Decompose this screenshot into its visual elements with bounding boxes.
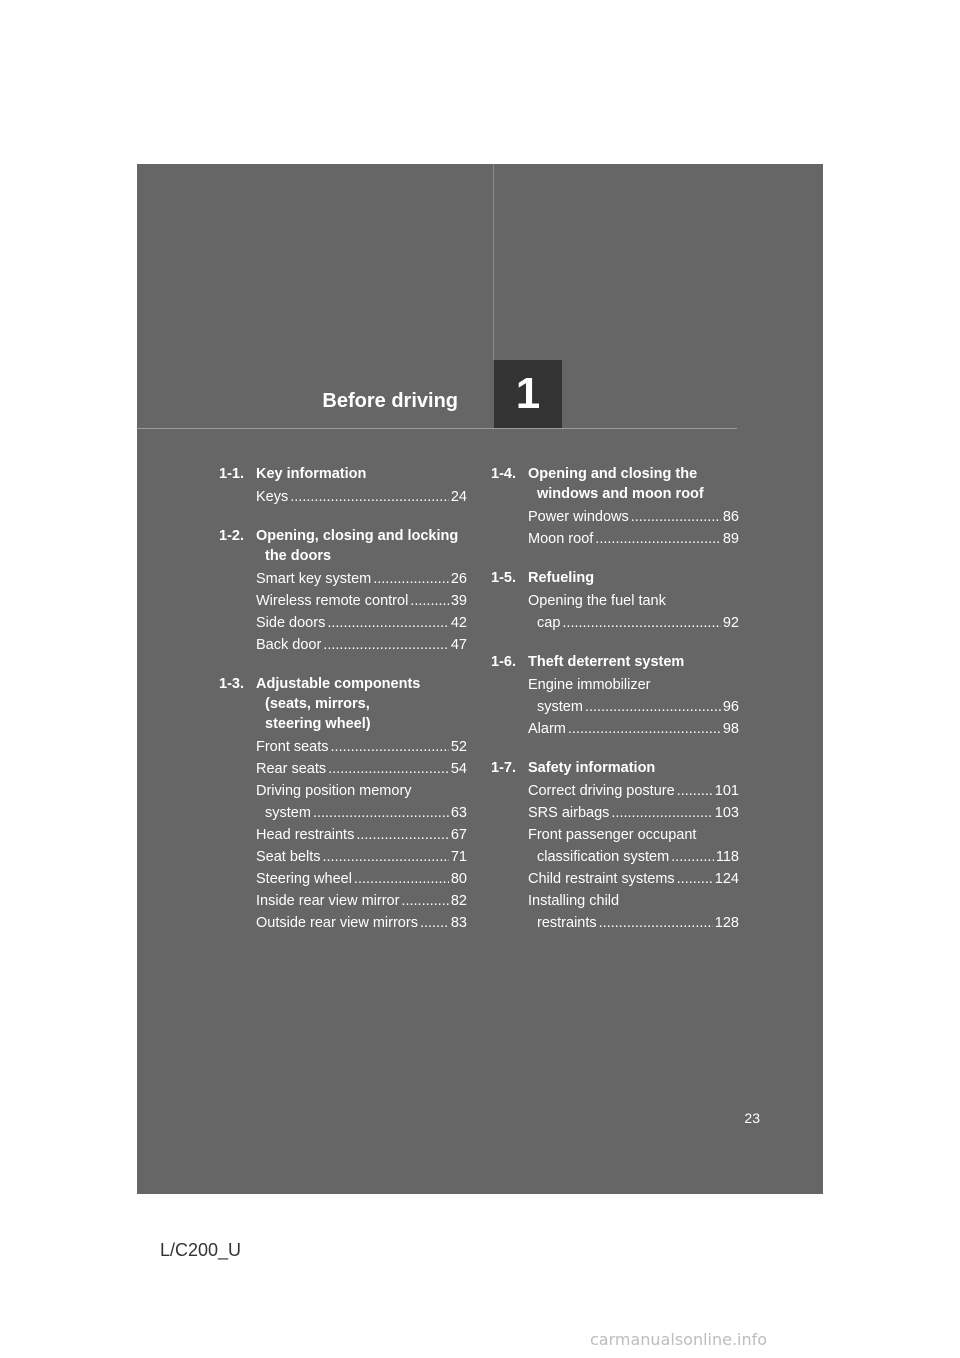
entry-title: Driving position memory: [256, 783, 412, 799]
entry-line: [528, 780, 739, 802]
toc-section: [491, 652, 739, 740]
section-heading: [219, 526, 467, 566]
section-entries: [256, 486, 467, 508]
section-title-line: Safety information: [528, 760, 656, 776]
entry-line: [256, 890, 467, 912]
entry-title: Opening the fuel tank: [528, 593, 666, 609]
entry-line: [256, 568, 467, 590]
section-number: 1-7.: [491, 760, 516, 776]
section-entries: [256, 568, 467, 656]
toc-section: [491, 464, 739, 550]
entry-line: [528, 590, 739, 612]
dot-leader: [313, 802, 449, 824]
entry-title: Seat belts: [256, 849, 321, 865]
entry-page-number: 103: [714, 805, 739, 821]
dot-leader: [356, 824, 449, 846]
dot-leader: [671, 846, 714, 868]
dot-leader: [327, 612, 449, 634]
section-title-line: (seats, mirrors,: [265, 696, 370, 712]
section-entries: [528, 780, 739, 934]
entry-line: [528, 890, 739, 912]
entry-title: Keys: [256, 489, 289, 505]
entry-title: SRS airbags: [528, 805, 610, 821]
toc-entry[interactable]: [256, 612, 467, 634]
entry-page-number: 86: [722, 509, 739, 525]
section-title: [256, 464, 467, 484]
section-title-line: Opening, closing and locking: [256, 528, 459, 544]
dot-leader: [323, 634, 449, 656]
entry-page-number: 83: [450, 915, 467, 931]
chapter-number: 1: [515, 369, 541, 418]
entry-line: [256, 824, 467, 846]
section-title: [528, 652, 739, 672]
dot-leader: [328, 758, 449, 780]
dot-leader: [420, 912, 449, 934]
toc-entry[interactable]: [256, 846, 467, 868]
toc-entry[interactable]: [256, 780, 467, 824]
toc-entry[interactable]: [256, 868, 467, 890]
toc-entry[interactable]: [528, 824, 739, 868]
section-number: 1-4.: [491, 466, 516, 482]
entry-line: [256, 634, 467, 656]
chapter-title: Before driving: [322, 390, 458, 412]
entry-title: Wireless remote control: [256, 593, 409, 609]
section-number: 1-1.: [219, 466, 244, 482]
dot-leader: [677, 780, 713, 802]
toc-entry[interactable]: [528, 802, 739, 824]
entry-line: [528, 696, 739, 718]
entry-page-number: 71: [450, 849, 467, 865]
toc-right-column: [491, 464, 739, 952]
entry-page-number: 26: [450, 571, 467, 587]
section-title-line: windows and moon roof: [537, 486, 704, 502]
entry-title: Front passenger occupant: [528, 827, 697, 843]
entry-line: [256, 486, 467, 508]
page-number: 23: [744, 1110, 760, 1126]
dot-leader: [562, 612, 720, 634]
section-entries: [528, 506, 739, 550]
entry-page-number: 24: [450, 489, 467, 505]
entry-title: Front seats: [256, 739, 329, 755]
entry-line: [256, 780, 467, 802]
toc-entry[interactable]: [528, 890, 739, 934]
entry-page-number: 42: [450, 615, 467, 631]
section-title-line: Theft deterrent system: [528, 654, 685, 670]
entry-page-number: 47: [450, 637, 467, 653]
dot-leader: [354, 868, 449, 890]
entry-page-number: 124: [714, 871, 739, 887]
toc-entry[interactable]: [256, 634, 467, 656]
dot-leader: [373, 568, 449, 590]
entry-title: Moon roof: [528, 531, 594, 547]
entry-title: Engine immobilizer: [528, 677, 651, 693]
toc-section: [219, 674, 467, 934]
entry-line: [256, 912, 467, 934]
entry-title: system: [537, 699, 583, 715]
toc-entry[interactable]: [256, 824, 467, 846]
entry-line: [256, 802, 467, 824]
toc-entry[interactable]: [256, 890, 467, 912]
entry-page-number: 89: [722, 531, 739, 547]
toc-entry[interactable]: [528, 528, 739, 550]
entry-title: system: [265, 805, 311, 821]
section-number: 1-2.: [219, 528, 244, 544]
dot-leader: [331, 736, 449, 758]
entry-title: restraints: [537, 915, 597, 931]
section-entries: [528, 590, 739, 634]
horizontal-divider: [137, 428, 737, 429]
section-heading: [491, 568, 739, 588]
section-entries: [256, 736, 467, 934]
chapter-number-box: [494, 360, 562, 428]
toc-entry[interactable]: [256, 568, 467, 590]
entry-page-number: 96: [722, 699, 739, 715]
toc-entry[interactable]: [256, 758, 467, 780]
toc-entry[interactable]: [528, 590, 739, 634]
toc-entry[interactable]: [256, 736, 467, 758]
dot-leader: [410, 590, 449, 612]
section-title: [528, 568, 739, 588]
toc-section: [491, 568, 739, 634]
section-entries: [528, 674, 739, 740]
entry-line: [528, 868, 739, 890]
toc-left-column: [219, 464, 467, 952]
entry-title: Back door: [256, 637, 322, 653]
toc-entry[interactable]: [528, 780, 739, 802]
toc-section: [219, 464, 467, 508]
dot-leader: [323, 846, 449, 868]
entry-title: Alarm: [528, 721, 566, 737]
section-title-line: Key information: [256, 466, 367, 482]
entry-page-number: 52: [450, 739, 467, 755]
entry-page-number: 92: [722, 615, 739, 631]
dot-leader: [599, 912, 713, 934]
toc-entry[interactable]: [256, 486, 467, 508]
entry-title: Child restraint systems: [528, 871, 675, 887]
toc-entry[interactable]: [528, 506, 739, 528]
section-title: [256, 526, 467, 566]
entry-line: [528, 674, 739, 696]
entry-title: Head restraints: [256, 827, 355, 843]
entry-line: [256, 736, 467, 758]
document-code: L/C200_U: [160, 1240, 242, 1260]
entry-page-number: 39: [450, 593, 467, 609]
entry-title: Correct driving posture: [528, 783, 675, 799]
toc-entry[interactable]: [528, 868, 739, 890]
section-number: 1-5.: [491, 570, 516, 586]
entry-title: Rear seats: [256, 761, 327, 777]
dot-leader: [568, 718, 721, 740]
section-title-line: steering wheel): [265, 716, 371, 732]
dot-leader: [631, 506, 721, 528]
section-title: [528, 758, 739, 778]
entry-line: [256, 868, 467, 890]
entry-title: Side doors: [256, 615, 326, 631]
section-heading: [491, 758, 739, 778]
section-heading: [491, 652, 739, 672]
entry-title: cap: [537, 615, 561, 631]
section-heading: [219, 464, 467, 484]
section-heading: [219, 674, 467, 734]
dot-leader: [677, 868, 713, 890]
entry-title: Installing child: [528, 893, 620, 909]
entry-line: [528, 612, 739, 634]
entry-line: [528, 846, 739, 868]
entry-line: [256, 758, 467, 780]
dot-leader: [595, 528, 721, 550]
section-heading: [491, 464, 739, 504]
section-number: 1-6.: [491, 654, 516, 670]
entry-title: Outside rear view mirrors: [256, 915, 418, 931]
entry-line: [528, 912, 739, 934]
entry-line: [528, 506, 739, 528]
entry-page-number: 128: [714, 915, 739, 931]
entry-page-number: 101: [714, 783, 739, 799]
section-title: [528, 464, 739, 504]
toc-entry[interactable]: [256, 912, 467, 934]
entry-line: [528, 528, 739, 550]
toc-section: [219, 526, 467, 656]
entry-line: [528, 718, 739, 740]
entry-title: Steering wheel: [256, 871, 352, 887]
entry-line: [528, 824, 739, 846]
section-title-line: the doors: [265, 548, 332, 564]
entry-title: Power windows: [528, 509, 629, 525]
entry-title: Inside rear view mirror: [256, 893, 400, 909]
dot-leader: [585, 696, 721, 718]
entry-page-number: 82: [450, 893, 467, 909]
toc-entry[interactable]: [256, 590, 467, 612]
section-title-line: Adjustable components: [256, 676, 421, 692]
entry-line: [256, 846, 467, 868]
toc-entry[interactable]: [528, 674, 739, 718]
dot-leader: [611, 802, 712, 824]
section-title-line: Refueling: [528, 570, 595, 586]
entry-line: [256, 612, 467, 634]
entry-page-number: 63: [450, 805, 467, 821]
entry-page-number: 118: [715, 849, 739, 865]
entry-page-number: 98: [722, 721, 739, 737]
toc-section: [491, 758, 739, 934]
entry-page-number: 67: [450, 827, 467, 843]
entry-page-number: 54: [450, 761, 467, 777]
section-number: 1-3.: [219, 676, 244, 692]
section-title-line: Opening and closing the: [528, 466, 698, 482]
entry-title: Smart key system: [256, 571, 372, 587]
entry-line: [256, 590, 467, 612]
entry-line: [528, 802, 739, 824]
section-title: [256, 674, 467, 734]
dot-leader: [401, 890, 448, 912]
dot-leader: [290, 486, 449, 508]
toc-entry[interactable]: [528, 718, 739, 740]
entry-title: classification system: [537, 849, 670, 865]
watermark: carmanualsonline.info: [590, 1330, 768, 1349]
vertical-divider: [493, 164, 494, 360]
entry-page-number: 80: [450, 871, 467, 887]
